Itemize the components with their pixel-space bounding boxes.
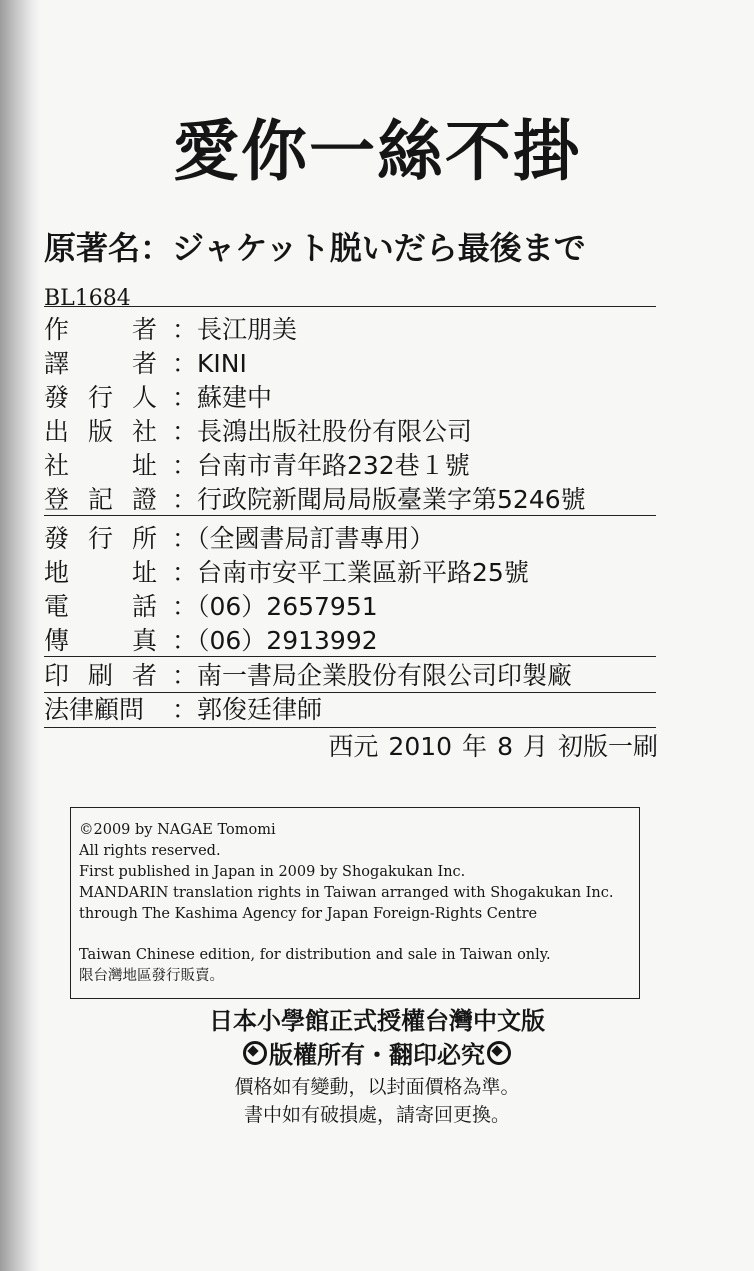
credit-value: ：長鴻出版社股份有限公司: [172, 417, 473, 446]
credit-label: 印 刷 者: [44, 661, 158, 690]
copyright-line: through The Kashima Agency for Japan Foreign-Rights Centre: [79, 906, 538, 922]
diamond-circle-icon: [243, 1041, 267, 1065]
credit-label: 作 者: [44, 315, 158, 344]
credit-value: ：南一書局企業股份有限公司印製廠: [172, 661, 573, 690]
credit-value: ：台南市安平工業區新平路25號: [172, 558, 529, 587]
rights-statement: [0, 1039, 754, 1071]
credit-row: [44, 313, 297, 347]
diamond-circle-icon: [487, 1041, 511, 1065]
copyright-line: 限台灣地區發行販賣。: [79, 968, 224, 984]
credit-label: 發 行 人: [44, 383, 158, 412]
credit-value: ：長江朋美: [172, 315, 298, 344]
divider: [44, 306, 656, 307]
credit-row: [44, 415, 472, 449]
date-month-unit: 月: [522, 732, 548, 761]
book-title: 愛你一絲不掛: [173, 113, 581, 190]
credit-label: 社 址: [44, 451, 158, 480]
credit-label: 地 址: [44, 558, 158, 587]
copyright-line: All rights reserved.: [79, 843, 221, 859]
credit-row: [44, 590, 378, 624]
copyright-line: Taiwan Chinese edition, for distribution and sale in Taiwan only.: [79, 947, 551, 963]
edition-date: [318, 730, 658, 764]
license-statement: 日本小學館正式授權台灣中文版: [209, 1007, 545, 1035]
credit-label: 法律顧問: [44, 695, 145, 724]
credit-value: ：KINI: [172, 349, 247, 378]
copyright-line: MANDARIN translation rights in Taiwan arranged with Shogakukan Inc.: [79, 885, 614, 901]
credit-label: 登 記 證: [44, 485, 158, 514]
date-year: 2010: [388, 732, 453, 761]
credit-value: ：行政院新聞局局版臺業字第5246號: [172, 485, 586, 514]
credit-row: [44, 624, 378, 658]
credit-label: 電 話: [44, 592, 158, 621]
edition-label: 初版一刷: [557, 732, 658, 761]
legal-row: [44, 693, 322, 727]
copyright-line: First published in Japan in 2009 by Shogakukan Inc.: [79, 864, 466, 880]
credit-row: [44, 449, 470, 483]
credit-row: [44, 347, 247, 381]
credit-label: 出 版 社: [44, 417, 158, 446]
date-era: 西元: [328, 732, 379, 761]
credit-label: 傳 真: [44, 626, 158, 655]
credit-row: [44, 556, 529, 590]
printer-row: [44, 659, 572, 693]
divider: [44, 656, 656, 657]
divider: [44, 515, 656, 516]
rights-text: 版權所有・翻印必究: [269, 1041, 485, 1069]
original-title: 原著名：ジャケット脱いだら最後まで: [44, 229, 586, 267]
credit-row: [44, 522, 435, 556]
credit-value: ：（06）2913992: [172, 626, 378, 655]
credit-value: ：（全國書局訂書專用）: [172, 524, 435, 553]
copyright-box: [70, 807, 640, 999]
copyright-line: ©2009 by NAGAE Tomomi: [79, 822, 276, 838]
defect-note: 書中如有破損處，請寄回更換。: [243, 1104, 510, 1126]
credit-label: 發 行 所: [44, 524, 158, 553]
credit-value: ：蘇建中: [172, 383, 273, 412]
catalog-code: BL1684: [44, 286, 131, 311]
credit-value: ：台南市青年路232巷１號: [172, 451, 470, 480]
credit-label: 譯 者: [44, 349, 158, 378]
credit-row: [44, 483, 586, 517]
credit-row: [44, 381, 272, 415]
price-note: 價格如有變動，以封面價格為準。: [234, 1076, 520, 1098]
divider: [44, 727, 656, 728]
credit-value: ：郭俊廷律師: [172, 695, 323, 724]
date-month: 8: [497, 732, 513, 761]
credit-value: ：（06）2657951: [172, 592, 378, 621]
date-year-unit: 年: [462, 732, 488, 761]
